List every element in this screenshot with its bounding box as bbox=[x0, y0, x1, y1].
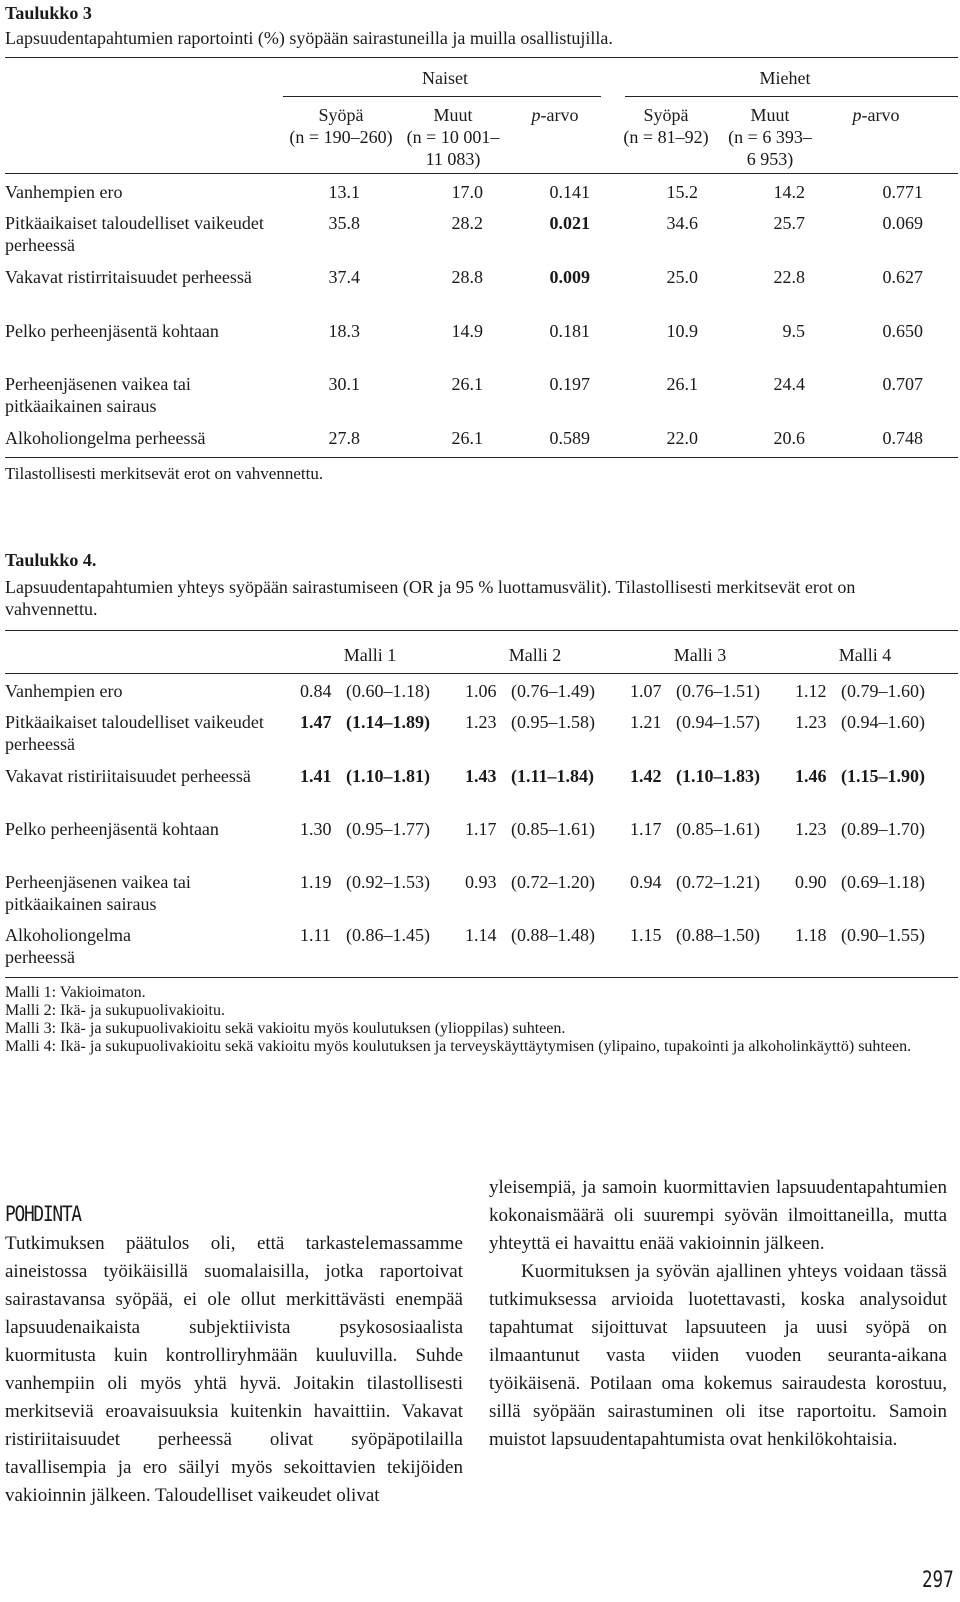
table3-header-rule bbox=[5, 173, 958, 174]
page-number: 297 bbox=[922, 1568, 954, 1593]
table4-odds-ratio: 1.46 bbox=[795, 766, 827, 786]
table3-row-label: Pelko perheenjäsentä kohtaan bbox=[5, 321, 219, 341]
table4-confidence-interval: (0.88–1.48) bbox=[511, 925, 595, 945]
table3-cell: 26.1 bbox=[666, 374, 698, 394]
table4-odds-ratio: 0.84 bbox=[300, 681, 332, 701]
table4-confidence-interval: (0.85–1.61) bbox=[511, 819, 595, 839]
table3-cell: 0.069 bbox=[882, 213, 923, 233]
table4-confidence-interval: (0.69–1.18) bbox=[841, 872, 925, 892]
table4-confidence-interval: (0.94–1.60) bbox=[841, 712, 925, 732]
table4-row-label: Vakavat ristiriitaisuudet perheessä bbox=[5, 766, 251, 786]
table4-confidence-interval: (0.95–1.77) bbox=[346, 819, 430, 839]
table4-odds-ratio: 1.18 bbox=[795, 925, 827, 945]
table3-cell: 28.2 bbox=[451, 213, 483, 233]
table3-col-men-cancer: Syöpä (n = 81–92) bbox=[623, 105, 709, 147]
table3-cell: 0.748 bbox=[882, 428, 923, 448]
discussion-paragraph: yleisempiä, ja samoin kuormittavien lapsuudentapahtumien kokonaismäärä oli suurempi syövän ilmoittaneilla, mutta yhteyttä ei havaittu enää vakioinnin jälkeen. bbox=[489, 1177, 947, 1254]
table3-cell: 22.0 bbox=[666, 428, 698, 448]
table3-number: Taulukko 3 bbox=[5, 3, 92, 23]
table4-odds-ratio: 1.11 bbox=[300, 925, 331, 945]
table4-odds-ratio: 1.21 bbox=[630, 712, 662, 732]
table3-row-label: Vakavat ristirritaisuudet perheessä bbox=[5, 267, 252, 287]
table4-confidence-interval: (0.72–1.20) bbox=[511, 872, 595, 892]
table3-cell: 34.6 bbox=[666, 213, 698, 233]
table3-cell: 14.2 bbox=[773, 182, 805, 202]
table3-cell: 22.8 bbox=[773, 267, 805, 287]
table4-confidence-interval: (0.92–1.53) bbox=[346, 872, 430, 892]
table4-odds-ratio: 1.17 bbox=[630, 819, 662, 839]
table4-model-1-header: Malli 1 bbox=[343, 645, 397, 665]
table4-confidence-interval: (0.95–1.58) bbox=[511, 712, 595, 732]
table4-row-label: Pitkäaikaiset taloudelliset vaikeudet perheessä bbox=[5, 712, 264, 754]
table4-odds-ratio: 1.42 bbox=[630, 766, 662, 786]
table3-cell: 0.589 bbox=[549, 428, 590, 448]
table3-cell: 0.707 bbox=[882, 374, 923, 394]
table4-model-3-header: Malli 3 bbox=[673, 645, 727, 665]
table4-odds-ratio: 1.06 bbox=[465, 681, 497, 701]
table3-women-rule bbox=[283, 96, 601, 97]
table4-odds-ratio: 1.23 bbox=[795, 712, 827, 732]
table3-cell: 35.8 bbox=[328, 213, 360, 233]
table4-confidence-interval: (0.72–1.21) bbox=[676, 872, 760, 892]
table4-confidence-interval: (0.85–1.61) bbox=[676, 819, 760, 839]
table4-number: Taulukko 4. bbox=[5, 550, 97, 570]
table3-cell: 18.3 bbox=[328, 321, 360, 341]
discussion-paragraph: Kuormituksen ja syövän ajallinen yhteys voidaan tässä tutkimuksessa arvioida luotettavasti, koska analysoidut tapahtumat sijoittuvat lapsuuteen ja uusi syöpä on ilmaantunut vasta viiden vuoden seuranta-aikana työikäisenä. Potilaan oma kokemus sairaudesta korostuu, sillä syöpään sairastuminen oli itse raportoitu. Samoin muistot lapsuudentapahtumista ovat henkilökohtaisia. bbox=[489, 1261, 947, 1450]
table4-confidence-interval: (1.10–1.83) bbox=[676, 766, 760, 786]
table3-cell: 0.197 bbox=[549, 374, 590, 394]
table3-col-men-other: Muut (n = 6 393– 6 953) bbox=[728, 105, 812, 169]
table4-note: Malli 3: Ikä- ja sukupuolivakioitu sekä vakioitu myös koulutuksen (ylioppilas) suhteen. bbox=[5, 1020, 566, 1037]
table3-col-men-p: p-arvo bbox=[852, 105, 900, 125]
table3-cell: 25.7 bbox=[773, 213, 805, 233]
table4-odds-ratio: 0.90 bbox=[795, 872, 827, 892]
table3-group-men: Miehet bbox=[759, 68, 811, 88]
table4-confidence-interval: (0.89–1.70) bbox=[841, 819, 925, 839]
table3-row-label: Vanhempien ero bbox=[5, 182, 123, 202]
table4-confidence-interval: (0.76–1.49) bbox=[511, 681, 595, 701]
table3-col-women-cancer: Syöpä (n = 190–260) bbox=[289, 105, 393, 147]
table4-confidence-interval: (0.88–1.50) bbox=[676, 925, 760, 945]
table3-cell: 0.181 bbox=[549, 321, 590, 341]
table4-odds-ratio: 1.23 bbox=[795, 819, 827, 839]
table4-confidence-interval: (0.94–1.57) bbox=[676, 712, 760, 732]
table4-confidence-interval: (0.86–1.45) bbox=[346, 925, 430, 945]
table3-cell: 24.4 bbox=[773, 374, 805, 394]
table4-top-rule bbox=[5, 630, 958, 631]
table3-footnote: Tilastollisesti merkitsevät erot on vahvennettu. bbox=[5, 464, 324, 483]
table4-title: Lapsuudentapahtumien yhteys syöpään sairastumiseen (OR ja 95 % luottamusvälit). Tilastollisesti merkitsevät erot on vahvennettu. bbox=[5, 577, 856, 619]
table3-cell: 9.5 bbox=[782, 321, 805, 341]
table3-cell: 17.0 bbox=[451, 182, 483, 202]
table4-odds-ratio: 1.19 bbox=[300, 872, 332, 892]
table3-cell: 0.009 bbox=[549, 267, 590, 287]
table3-cell: 0.627 bbox=[882, 267, 923, 287]
table4-bottom-rule bbox=[5, 977, 958, 978]
table4-row-label: Vanhempien ero bbox=[5, 681, 123, 701]
table4-confidence-interval: (0.90–1.55) bbox=[841, 925, 925, 945]
table3-bottom-rule bbox=[5, 457, 958, 458]
table4-odds-ratio: 1.15 bbox=[630, 925, 662, 945]
table3-cell: 0.141 bbox=[549, 182, 590, 202]
table4-odds-ratio: 1.12 bbox=[795, 681, 827, 701]
table4-odds-ratio: 1.07 bbox=[630, 681, 662, 701]
table4-confidence-interval: (1.15–1.90) bbox=[841, 766, 925, 786]
table4-note: Malli 1: Vakioimaton. bbox=[5, 984, 146, 1001]
table4-confidence-interval: (1.10–1.81) bbox=[346, 766, 430, 786]
table3-top-rule bbox=[5, 57, 958, 58]
discussion-paragraph: Tutkimuksen päätulos oli, että tarkastelemassamme aineistossa työikäisillä suomalaisilla, jotka raportoivat sairastavansa syöpää, ei ole ollut merkittävästi enempää lapsuudenaikaista subjektiivista psykososiaalista kuormitusta kuin kontrolliryhmään kuuluvilla. Suhde vanhempiin oli myös yhtä hyvä. Joitakin tilastollisesti merkitseviä eroavaisuuksia kuitenkin havaittiin. Vakavat ristiriitaisuudet perheessä olivat syöpäpotilailla tavallisempia ja ero säilyi myös sekoittavien tekijöiden vakioinnin jälkeen. Taloudelliset vaikeudet olivat bbox=[5, 1233, 463, 1506]
discussion-right-column bbox=[489, 1174, 947, 1454]
section-heading: POHDINTA bbox=[5, 1202, 81, 1226]
table3-cell: 13.1 bbox=[328, 182, 360, 202]
table3-cell: 15.2 bbox=[666, 182, 698, 202]
table4-confidence-interval: (1.14–1.89) bbox=[346, 712, 430, 732]
table4-odds-ratio: 0.93 bbox=[465, 872, 497, 892]
table3-cell: 20.6 bbox=[773, 428, 805, 448]
table3-men-rule bbox=[625, 96, 958, 97]
table4-confidence-interval: (0.79–1.60) bbox=[841, 681, 925, 701]
table3-col-women-p: p-arvo bbox=[531, 105, 579, 125]
table3-cell: 0.771 bbox=[882, 182, 923, 202]
table4-odds-ratio: 0.94 bbox=[630, 872, 662, 892]
table3-cell: 28.8 bbox=[451, 267, 483, 287]
table4-note: Malli 2: Ikä- ja sukupuolivakioitu. bbox=[5, 1002, 225, 1019]
table3-cell: 0.650 bbox=[882, 321, 923, 341]
table3-row-label: Perheenjäsenen vaikea tai pitkäaikainen sairaus bbox=[5, 374, 191, 416]
table4-row-label: Perheenjäsenen vaikea tai pitkäaikainen sairaus bbox=[5, 872, 191, 914]
table3-group-women: Naiset bbox=[422, 68, 468, 88]
table4-header-rule bbox=[5, 673, 958, 674]
table3-title: Lapsuudentapahtumien raportointi (%) syöpään sairastuneilla ja muilla osallistujilla. bbox=[5, 28, 613, 48]
table4-model-2-header: Malli 2 bbox=[508, 645, 562, 665]
table3-cell: 26.1 bbox=[451, 428, 483, 448]
table4-row-label: Pelko perheenjäsentä kohtaan bbox=[5, 819, 219, 839]
table3-row-label: Alkoholiongelma perheessä bbox=[5, 428, 206, 448]
table4-confidence-interval: (0.76–1.51) bbox=[676, 681, 760, 701]
table3-cell: 27.8 bbox=[328, 428, 360, 448]
table4-model-4-header: Malli 4 bbox=[838, 645, 892, 665]
table3-cell: 14.9 bbox=[451, 321, 483, 341]
table4-odds-ratio: 1.41 bbox=[300, 766, 332, 786]
table4-odds-ratio: 1.43 bbox=[465, 766, 497, 786]
table4-odds-ratio: 1.47 bbox=[300, 712, 332, 732]
table3-cell: 0.021 bbox=[549, 213, 590, 233]
table4-note: Malli 4: Ikä- ja sukupuolivakioitu sekä vakioitu myös koulutuksen ja terveyskäyttäytymisen (ylipaino, tupakointi ja alkoholinkäyttö) suhteen. bbox=[5, 1038, 912, 1055]
table4-odds-ratio: 1.23 bbox=[465, 712, 497, 732]
table3-cell: 30.1 bbox=[328, 374, 360, 394]
table4-row-label: Alkoholiongelma perheessä bbox=[5, 925, 131, 967]
table3-cell: 26.1 bbox=[451, 374, 483, 394]
table3-row-label: Pitkäaikaiset taloudelliset vaikeudet perheessä bbox=[5, 213, 264, 255]
table3-cell: 10.9 bbox=[666, 321, 698, 341]
table4-odds-ratio: 1.30 bbox=[300, 819, 332, 839]
discussion-left-column bbox=[5, 1230, 463, 1510]
table4-confidence-interval: (0.60–1.18) bbox=[346, 681, 430, 701]
table4-confidence-interval: (1.11–1.84) bbox=[511, 766, 594, 786]
table3-cell: 37.4 bbox=[328, 267, 360, 287]
table4-odds-ratio: 1.17 bbox=[465, 819, 497, 839]
table3-cell: 25.0 bbox=[666, 267, 698, 287]
table3-col-women-other: Muut (n = 10 001– 11 083) bbox=[406, 105, 500, 169]
table4-odds-ratio: 1.14 bbox=[465, 925, 497, 945]
